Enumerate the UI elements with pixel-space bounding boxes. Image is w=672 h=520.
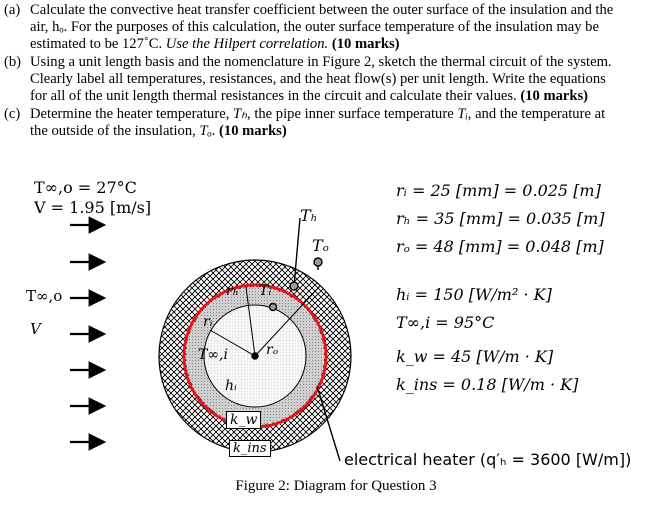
question-b-marks: (10 marks) (520, 88, 589, 105)
label-hi: hᵢ (225, 378, 237, 394)
question-c-label: (c) (4, 106, 21, 122)
question-b-line3: for all of the unit length thermal resistances in the circuit and calculate their values. (30, 88, 517, 105)
probe-Th (290, 282, 298, 290)
inlet-velocity-label: V = 1.95 [m/s] (34, 198, 152, 217)
param-ro: rₒ = 48 [mm] = 0.048 [m] (396, 237, 604, 256)
param-hi: hᵢ = 150 [W/m² · K] (396, 285, 552, 304)
label-ri: rᵢ (203, 314, 213, 330)
probe-Ti (270, 304, 277, 311)
inlet-temperature-label: T∞,o = 27°C (34, 178, 137, 197)
figure-caption: Figure 2: Diagram for Question 3 (235, 478, 437, 494)
label-rh: rₕ (226, 283, 239, 299)
label-kw: k_w (226, 411, 261, 429)
flow-arrows (70, 225, 104, 442)
param-Tinf-i: T∞,i = 95°C (396, 313, 495, 332)
question-c: (c) Determine the heater temperature, Tₕ, the pipe inner surface temperature Tᵢ, and the temperature at the outside of the insulation, Tₒ. (10 marks) (4, 106, 606, 140)
heater-label: electrical heater (q′ₕ = 3600 [W/m]) (344, 450, 632, 469)
question-a-marks: (10 marks) (331, 36, 400, 53)
question-c-Th: Tₕ (233, 106, 248, 122)
question-c-line1a: Determine the heater temperature, (30, 106, 233, 122)
question-c-marks: (10 marks) (219, 123, 287, 140)
param-kins: k_ins = 0.18 [W/m · K] (396, 375, 579, 394)
question-b-line2: Clearly label all temperatures, resistances, and the heat flow(s) per unit length. Write the equations (30, 71, 606, 88)
question-b-line1: Using a unit length basis and the nomenclature in Figure 2, sketch the thermal circuit of the system. (30, 54, 612, 70)
label-kins: k_ins (229, 440, 271, 457)
question-c-line1b: , the pipe inner surface temperature (247, 106, 458, 122)
side-velocity-label: V (30, 320, 41, 338)
label-ro: rₒ (266, 342, 279, 358)
probe-To (314, 258, 322, 266)
question-c-To: Tₒ (199, 123, 212, 140)
question-b-label: (b) (4, 54, 22, 70)
question-c-line1c: , and the temperature at (467, 106, 606, 122)
question-a-line1: Calculate the convective heat transfer coefficient between the outer surface of the insulation and the (30, 2, 614, 18)
question-a-line3a: estimated to be 127˚C. (30, 36, 166, 53)
param-rh: rₕ = 35 [mm] = 0.035 [m] (396, 209, 605, 228)
label-Ti: Tᵢ (259, 283, 272, 299)
question-c-line2a: the outside of the insulation, (30, 123, 200, 140)
question-a-label: (a) (4, 2, 21, 18)
label-Th: Tₕ (300, 206, 318, 225)
side-temperature-label: T∞,o (26, 287, 63, 305)
param-ri: rᵢ = 25 [mm] = 0.025 [m] (396, 181, 601, 200)
question-c-Ti: Tᵢ (457, 106, 468, 122)
label-Tinf-i: T∞,i (198, 347, 228, 363)
param-kw: k_w = 45 [W/m · K] (396, 347, 554, 366)
label-To: Tₒ (312, 236, 329, 255)
question-a-line2: air, hₒ. For the purposes of this calculation, the outer surface temperature of the insulation may be (30, 19, 599, 36)
question-a-hint: Use the Hilpert correlation. (165, 36, 329, 53)
probe-Tinf-i (252, 353, 258, 359)
